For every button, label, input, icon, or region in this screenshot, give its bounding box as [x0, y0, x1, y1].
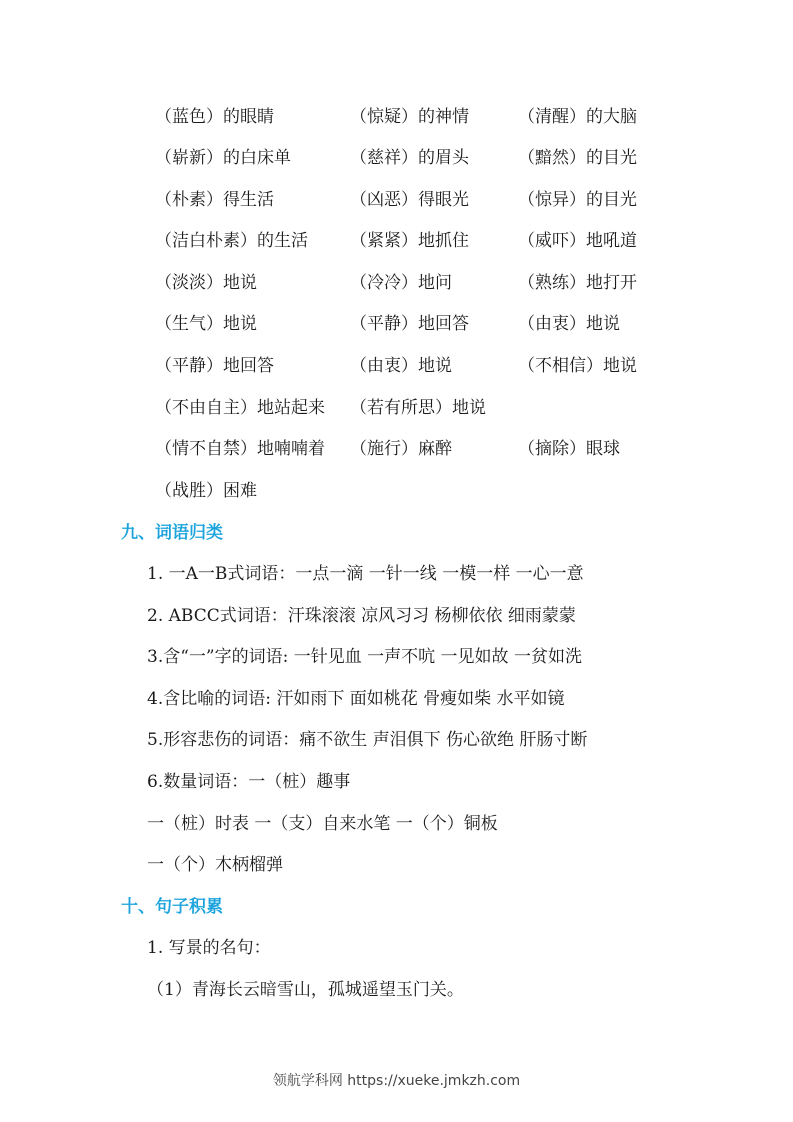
phrase-item: （生气）地说	[155, 314, 257, 334]
phrase-item: （熟练）地打开	[518, 273, 637, 293]
phrase-item: （战胜）困难	[155, 481, 257, 501]
phrase-item: （清醒）的大脑	[518, 107, 637, 127]
section9-line: 4.含比喻的词语: 汗如雨下 面如桃花 骨瘦如柴 水平如镜	[147, 689, 565, 709]
phrase-item: （冷冷）地问	[350, 273, 452, 293]
phrase-item: （不相信）地说	[518, 356, 637, 376]
section9-line: 2. ABCC式词语：汗珠滚滚 凉风习习 杨柳依依 细雨蒙蒙	[147, 606, 576, 626]
phrase-item: （黯然）的目光	[518, 148, 637, 168]
section9-line: 一（个）木柄榴弹	[147, 855, 283, 875]
section-heading-word-classification: 九、词语归类	[121, 523, 223, 543]
phrase-item: （惊异）的目光	[518, 190, 637, 210]
phrase-item: （淡淡）地说	[155, 273, 257, 293]
phrase-item: （洁白朴素）的生活	[155, 231, 308, 251]
section10-line: 1. 写景的名句：	[147, 938, 271, 958]
section9-line: 3.含“一”字的词语: 一针见血 一声不吭 一见如故 一贫如洗	[147, 647, 582, 667]
phrase-item: （平静）地回答	[155, 356, 274, 376]
section9-line: 5.形容悲伤的词语：痛不欲生 声泪俱下 伤心欲绝 肝肠寸断	[147, 730, 588, 750]
phrase-item: （不由自主）地站起来	[155, 398, 325, 418]
phrase-item: （威吓）地吼道	[518, 231, 637, 251]
section-heading-sentence-accumulation: 十、句子积累	[121, 897, 223, 917]
phrase-item: （由衷）地说	[350, 356, 452, 376]
phrase-item: （由衷）地说	[518, 314, 620, 334]
section9-line: 6.数量词语：一（桩）趣事	[147, 772, 351, 792]
phrase-item: （施行）麻醉	[350, 439, 452, 459]
phrase-item: （若有所思）地说	[350, 398, 486, 418]
phrase-item: （平静）地回答	[350, 314, 469, 334]
phrase-item: （蓝色）的眼睛	[155, 107, 274, 127]
phrase-item: （朴素）得生活	[155, 190, 274, 210]
footer-source-text: 领航学科网 https://xueke.jmkzh.com	[272, 1073, 521, 1089]
phrase-item: （紧紧）地抓住	[350, 231, 469, 251]
phrase-item: （凶恶）得眼光	[350, 190, 469, 210]
phrase-item: （崭新）的白床单	[155, 148, 291, 168]
phrase-item: （情不自禁）地喃喃着	[155, 439, 325, 459]
phrase-item: （慈祥）的眉头	[350, 148, 469, 168]
section9-line: 一（桩）时表 一（支）自来水笔 一（个）铜板	[147, 814, 498, 834]
phrase-item: （摘除）眼球	[518, 439, 620, 459]
section10-line: （1）青海长云暗雪山，孤城遥望玉门关。	[147, 980, 464, 1000]
phrase-item: （惊疑）的神情	[350, 107, 469, 127]
section9-line: 1. 一A一B式词语：一点一滴 一针一线 一模一样 一心一意	[147, 564, 584, 584]
